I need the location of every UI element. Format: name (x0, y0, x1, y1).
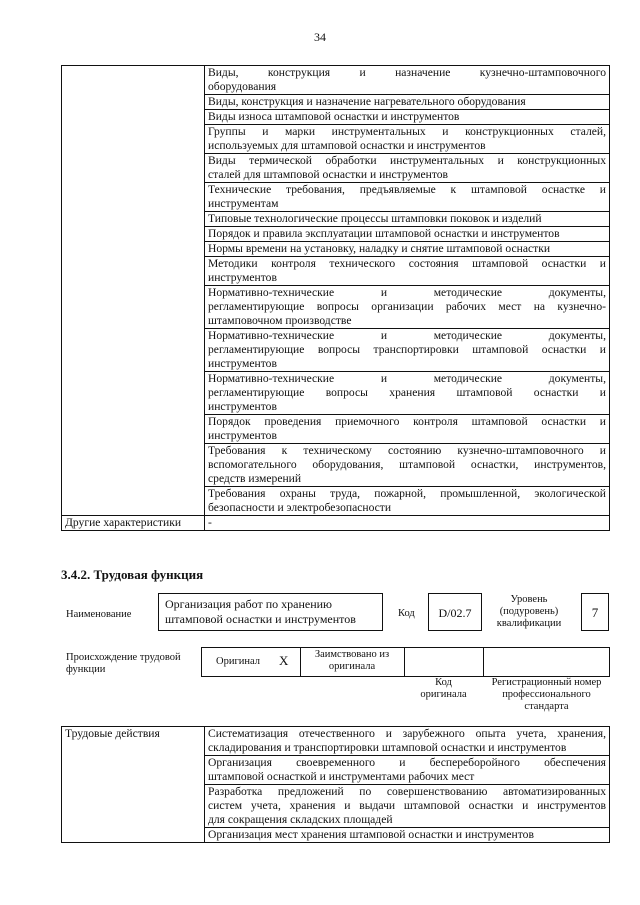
requirement-item-line: инструментов (208, 271, 277, 284)
requirement-item (205, 212, 610, 227)
origin-label (66, 652, 181, 676)
level-value-box (581, 593, 609, 631)
requirement-item-line: Требования к техническому состоянию кузнечно-штамповочного и (208, 444, 606, 457)
action-item-line: складирования и транспортировки штамповой оснастки и инструментов (208, 741, 567, 754)
requirement-item (205, 227, 610, 242)
requirement-item-line: Группы и марки инструментальных и конструкционных сталей, (208, 125, 606, 138)
action-item (205, 756, 610, 785)
level-label (486, 594, 572, 630)
requirement-item (205, 257, 610, 286)
other-characteristics-value: - (205, 516, 610, 531)
borrowed-label (302, 649, 402, 673)
requirement-item (205, 110, 610, 125)
requirement-item-line: штамповочном производстве (208, 314, 352, 327)
requirement-label-cell (62, 66, 205, 516)
original-mark: X (279, 653, 289, 668)
requirement-item-line: инструментов (208, 357, 277, 370)
function-name-line-2: штамповой оснастки и инструментов (165, 612, 356, 626)
requirement-item-line: Нормы времени на установку, наладку и снятие штамповой оснастки (208, 242, 551, 255)
requirement-item-line: Методики контроля технического состояния штамповой оснастки и (208, 257, 606, 270)
labor-actions-table (61, 726, 610, 843)
requirement-item-line: Требования охраны труда, пожарной, промышленной, экологической (208, 487, 606, 500)
reg-number-line-3: стандарта (524, 701, 569, 712)
action-item-line: Организация мест хранения штамповой оснастки и инструментов (208, 828, 534, 841)
requirement-item-line: регламентирующие вопросы хранения штамповой оснастки и (208, 386, 606, 399)
level-value: 7 (591, 605, 599, 620)
function-name-box (158, 593, 383, 631)
requirement-item-line: Виды термической обработки инструментальных и конструкционных (208, 154, 606, 167)
other-characteristics-label: Другие характеристики (62, 516, 205, 531)
requirement-item-line: оборудования (208, 80, 277, 93)
code-value: D/02.7 (438, 606, 472, 620)
level-label-line-1: Уровень (510, 594, 548, 605)
requirement-item (205, 66, 610, 95)
requirement-item (205, 444, 610, 487)
function-name-line-1: Организация работ по хранению (165, 597, 333, 611)
requirement-item-line: Нормативно-технические и методические документы, (208, 372, 606, 385)
requirement-item (205, 329, 610, 372)
level-label-line-2: (подуровень) (499, 606, 559, 617)
action-item-line: для сокращения складских площадей (208, 813, 393, 826)
reg-number-label (483, 677, 610, 713)
requirement-item (205, 487, 610, 516)
requirement-row (62, 66, 610, 95)
action-item-line: Организация своевременного и беспереборойного обеспечения (208, 756, 606, 769)
requirement-item-line: инструментов (208, 429, 277, 442)
requirement-item-line: средств измерений (208, 472, 302, 485)
section-heading: 3.4.2. Трудовая функция (61, 567, 204, 582)
action-item-line: штамповой оснасткой и инструментами рабочих мест (208, 770, 475, 783)
origin-label-line-2: функции (66, 664, 106, 675)
requirement-item-line: инструментам (208, 197, 279, 210)
code-label: Код (398, 608, 415, 619)
requirement-item-line: Порядок проведения приемочного контроля штамповой оснастки и (208, 415, 606, 428)
code-value-box (428, 593, 482, 631)
action-row (62, 727, 610, 756)
requirements-table (61, 65, 610, 531)
requirement-item-line: используемых для штамповой оснастки и инструментов (208, 139, 486, 152)
requirement-item (205, 154, 610, 183)
page-number: 34 (314, 30, 326, 44)
requirement-item (205, 95, 610, 110)
origin-table (201, 647, 610, 677)
requirement-item (205, 415, 610, 444)
name-label: Наименование (66, 609, 132, 620)
requirement-item-line: Порядок и правила эксплуатации штамповой оснастки и инструментов (208, 227, 560, 240)
borrowed-label-line-2: оригинала (328, 661, 376, 672)
action-item-line: Разработка предложений по совершенствованию автоматизированных (208, 785, 606, 798)
origin-divider-2 (404, 647, 405, 677)
requirement-item-line: Нормативно-технические и методические документы, (208, 286, 606, 299)
requirement-item-line: регламентирующие вопросы транспортировки штамповой оснастки и (208, 343, 606, 356)
action-item (205, 727, 610, 756)
requirement-item-line: инструментов (208, 400, 277, 413)
reg-number-line-1: Регистрационный номер (491, 677, 602, 688)
requirement-item-line: Технические требования, предъявляемые к штамповой оснастке и (208, 183, 606, 196)
requirement-item-line: безопасности и электробезопасности (208, 501, 392, 514)
requirement-item (205, 286, 610, 329)
origin-divider-1 (300, 647, 301, 677)
borrowed-label-line-1: Заимствовано из (314, 649, 390, 660)
reg-number-line-2: профессионального (502, 689, 591, 700)
origin-divider-3 (483, 647, 484, 677)
requirement-item-line: регламентирующие вопросы организации рабочих мест на кузнечно- (208, 300, 606, 313)
other-characteristics-row (62, 516, 610, 531)
requirement-item (205, 183, 610, 212)
requirement-item-line: Виды износа штамповой оснастки и инструментов (208, 110, 460, 123)
action-item-line: систем учета, хранения и выдачи штамповой оснастки и инструментов (208, 799, 606, 812)
action-item-line: Систематизация отечественного и зарубежного опыта учета, хранения, (208, 727, 606, 740)
code-original-line-2: оригинала (420, 689, 467, 700)
requirement-item-line: вспомогательного оборудования, штамповой оснастки, инструментов, (208, 458, 606, 471)
action-label-cell: Трудовые действия (62, 727, 205, 843)
code-original-line-1: Код (435, 677, 452, 688)
requirement-item (205, 372, 610, 415)
requirement-item-line: Типовые технологические процессы штамповки поковок и изделий (208, 212, 542, 225)
code-original-label (404, 677, 483, 701)
requirement-item-line: Виды, конструкция и назначение кузнечно-штамповочного (208, 66, 606, 79)
origin-label-line-1: Происхождение трудовой (66, 652, 181, 663)
action-item (205, 785, 610, 828)
requirement-item (205, 125, 610, 154)
requirement-item-line: Виды, конструкция и назначение нагревательного оборудования (208, 95, 526, 108)
original-label: Оригинал (216, 656, 260, 667)
action-item (205, 828, 610, 843)
level-label-line-3: квалификации (496, 618, 562, 629)
requirement-item-line: сталей для штамповой оснастки и инструментов (208, 168, 449, 181)
requirement-item (205, 242, 610, 257)
requirement-item-line: Нормативно-технические и методические документы, (208, 329, 606, 342)
